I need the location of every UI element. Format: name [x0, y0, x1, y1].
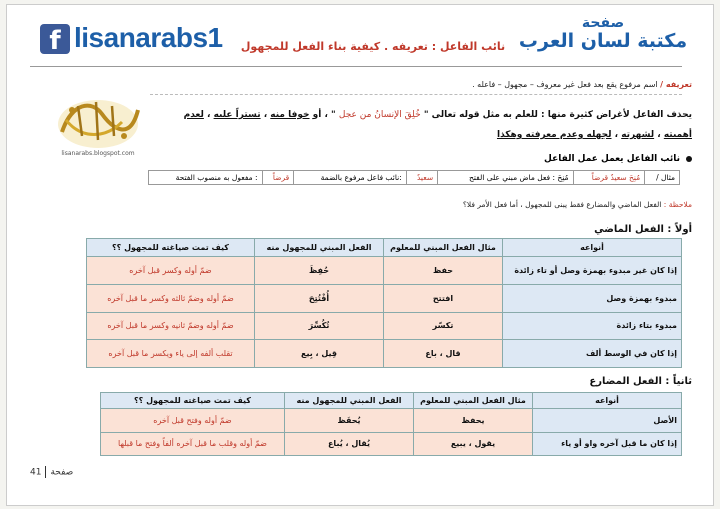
example-parse-object: : مفعول به منصوب الفتحة — [149, 171, 263, 185]
cell-how: ضمّ أوله وقلب ما قبل آخره ألفاً وفتح ما قبلها — [101, 432, 285, 456]
cell-passive: يُقال ، يُباع — [285, 432, 414, 456]
cell-type: مبدوء بتاء زائدة — [503, 312, 682, 340]
example-word-subject: سعيدٌ — [406, 171, 437, 185]
col-types: أنواعه — [503, 239, 682, 257]
definition-line — [52, 80, 692, 89]
section-heading-present: ثانياً : الفعل المضارع — [589, 376, 692, 387]
cell-type: إذا كان في الوسط ألف — [503, 340, 682, 368]
present-verb-table — [100, 392, 682, 456]
page-number: 41 — [30, 467, 42, 478]
reason-fame: لشهرته — [621, 130, 655, 140]
col-types: أنواعه — [533, 393, 682, 409]
intro-text: " ، أو — [312, 110, 336, 120]
note-label: ملاحظة : — [663, 200, 692, 209]
logo-caption: lisanarabs.blogspot.com — [61, 150, 135, 157]
divider — [150, 94, 682, 95]
page-label: صفحة — [50, 467, 74, 478]
cell-passive: حُفِظَ — [255, 257, 384, 285]
cell-active: افتتح — [384, 284, 503, 312]
cell-type: الأصل — [533, 409, 682, 433]
table-row — [87, 284, 682, 312]
brand-line-2: مكتبة لسان العرب — [518, 30, 688, 52]
cell-how: ضمّ أوله وفتح قبل آخره — [101, 409, 285, 433]
intro-text: يحذف الفاعل لأغراض كثيرة منها : للعلم به مثل قوله تعالى " — [423, 110, 692, 120]
cell-passive: يُحفَظ — [285, 409, 414, 433]
cell-how: تقلب ألفه إلى ياء ويكسر ما قبل آخره — [87, 340, 255, 368]
cell-how: ضمّ أوله وضمّ ثانيه وكسر ما قبل آخره — [87, 312, 255, 340]
table-row — [101, 409, 682, 433]
col-active: مثال الفعل المبني للمعلوم — [384, 239, 503, 257]
section-heading-past: أولاً : الفعل الماضي — [594, 224, 692, 235]
calligraphy-logo-icon — [52, 92, 144, 152]
example-parse-subject: :نائب فاعل مرفوع بالضمة — [294, 171, 407, 185]
past-verb-table — [86, 238, 682, 368]
cell-passive: قِيل ، بِيع — [255, 340, 384, 368]
cell-type: مبدوء بهمزة وصل — [503, 284, 682, 312]
example-word-object: قرضاً — [262, 171, 294, 185]
table-row — [87, 312, 682, 340]
quran-quote: خُلِقَ الإنسانُ من عجل — [338, 110, 421, 120]
divider — [30, 66, 682, 67]
reason-fear: خوفا منه — [270, 110, 310, 120]
site-name[interactable]: lisanarabs1 — [74, 22, 223, 53]
facebook-icon[interactable]: f — [40, 24, 70, 54]
reason-ignorance: لجهله وعدم معرفته وهكذا — [496, 130, 612, 140]
page-title: نائب الفاعل : تعريفه . كيفية بناء الفعل للمجهول — [240, 40, 506, 53]
cell-passive: أُفْتُتِحَ — [255, 284, 384, 312]
brand-logo — [508, 14, 698, 50]
cell-type: إذا كان غير مبدوء بهمزة وصل أو تاء زائدة — [503, 257, 682, 285]
col-passive: الفعل المبني للمجهول منه — [255, 239, 384, 257]
cell-passive: تُكُسِّرَ — [255, 312, 384, 340]
table-row — [87, 340, 682, 368]
page-footer — [30, 466, 73, 478]
example-table — [148, 170, 680, 185]
brand-line-1: صفحة — [581, 15, 625, 31]
reason-cover: تستراً عليه — [213, 110, 261, 120]
table-row — [149, 171, 680, 185]
definition-label: تعريفه / — [660, 80, 692, 89]
table-row — [101, 432, 682, 456]
cell-how: ضمّ أوله وكسر قبل آخره — [87, 257, 255, 285]
col-how: كيف تمت صياغته للمجهول ؟؟ — [101, 393, 285, 409]
col-active: مثال الفعل المبني للمعلوم — [414, 393, 533, 409]
separator: ، — [657, 130, 661, 140]
cell-active: تكسّر — [384, 312, 503, 340]
table-header-row — [87, 239, 682, 257]
cell-active: حفظ — [384, 257, 503, 285]
cell-active: قال ، باع — [384, 340, 503, 368]
note-text: الفعل الماضي والمضارع فقط يبنى للمجهول ، أما فعل الأمر فلا؟ — [462, 200, 662, 209]
note — [92, 200, 692, 210]
table-header-row — [101, 393, 682, 409]
intro-line-1 — [152, 108, 692, 122]
bullet-icon — [686, 156, 692, 162]
table-row — [87, 257, 682, 285]
separator: ، — [263, 110, 268, 120]
cell-active: يحفظ — [414, 409, 533, 433]
bullet-text: نائب الفاعل يعمل عمل الفاعل — [544, 154, 680, 164]
col-how: كيف تمت صياغته للمجهول ؟؟ — [87, 239, 255, 257]
intro-line-2 — [152, 128, 692, 142]
reason-lack: لعدم — [183, 110, 204, 120]
cell-how: ضمّ أوله وضمّ ثالثه وكسر ما قبل آخره — [87, 284, 255, 312]
bullet-point — [392, 154, 692, 164]
example-sentence: مُنِحَ سعيدٌ قرضاً — [573, 171, 645, 185]
separator: ، — [207, 110, 211, 120]
footer-divider — [45, 466, 46, 478]
reason-importance: أهميته — [663, 130, 692, 140]
example-label: مثال / — [645, 171, 680, 185]
example-parse-verb: مُنِحَ : فعل ماض مبني على الفتح — [438, 171, 573, 185]
definition-text: اسم مرفوع يقع بعد فعل غير معروف – مجهول – فاعله . — [472, 80, 658, 89]
separator: ، — [614, 130, 619, 140]
col-passive: الفعل المبني للمجهول منه — [285, 393, 414, 409]
cell-type: إذا كان ما قبل آخره واو أو ياء — [533, 432, 682, 456]
cell-active: يقول ، يبيع — [414, 432, 533, 456]
